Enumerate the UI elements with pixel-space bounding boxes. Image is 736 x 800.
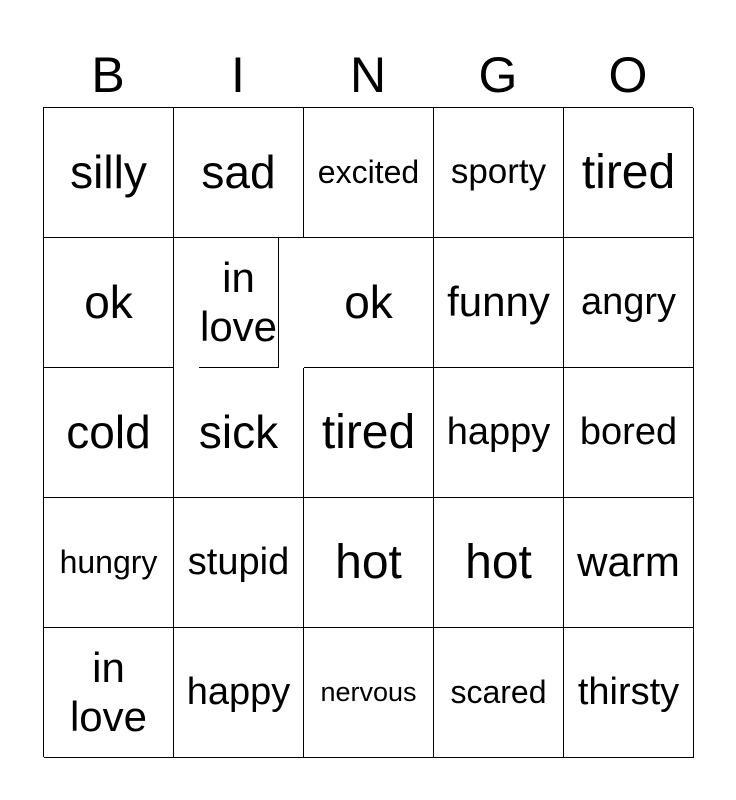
bingo-cell[interactable]: angry [564, 238, 694, 368]
bingo-cell[interactable]: in love [199, 238, 279, 368]
bingo-cell[interactable]: bored [564, 368, 694, 498]
bingo-cell[interactable]: sick [174, 368, 304, 498]
bingo-cell[interactable]: hungry [44, 498, 174, 628]
bingo-cell[interactable]: stupid [174, 498, 304, 628]
bingo-cell[interactable]: scared [434, 628, 564, 758]
header-letter-o: O [608, 47, 648, 103]
header-letter-g: G [478, 47, 518, 103]
bingo-cell[interactable]: funny [434, 238, 564, 368]
bingo-cell[interactable]: happy [174, 628, 304, 758]
bingo-cell[interactable]: sporty [434, 108, 564, 238]
bingo-cell[interactable]: silly [44, 108, 174, 238]
bingo-cell[interactable]: warm [564, 498, 694, 628]
bingo-cell[interactable]: cold [44, 368, 174, 498]
bingo-cell[interactable]: happy [434, 368, 564, 498]
header-letter-i: I [231, 47, 245, 103]
bingo-cell[interactable]: nervous [304, 628, 434, 758]
bingo-cell[interactable]: sad [174, 108, 304, 238]
bingo-header [43, 44, 693, 106]
bingo-cell[interactable]: ok [44, 238, 174, 368]
header-letter-b: B [91, 47, 125, 103]
header-letter-n: N [349, 47, 387, 103]
bingo-cell[interactable]: hot [304, 498, 434, 628]
bingo-cell[interactable]: in love [44, 628, 174, 758]
bingo-cell[interactable]: thirsty [564, 628, 694, 758]
bingo-cell[interactable]: tired [304, 368, 434, 498]
bingo-cell[interactable]: excited [304, 108, 434, 238]
bingo-board [43, 107, 693, 757]
bingo-cell[interactable]: ok [304, 238, 434, 368]
bingo-cell[interactable]: hot [434, 498, 564, 628]
bingo-cell[interactable]: tired [564, 108, 694, 238]
